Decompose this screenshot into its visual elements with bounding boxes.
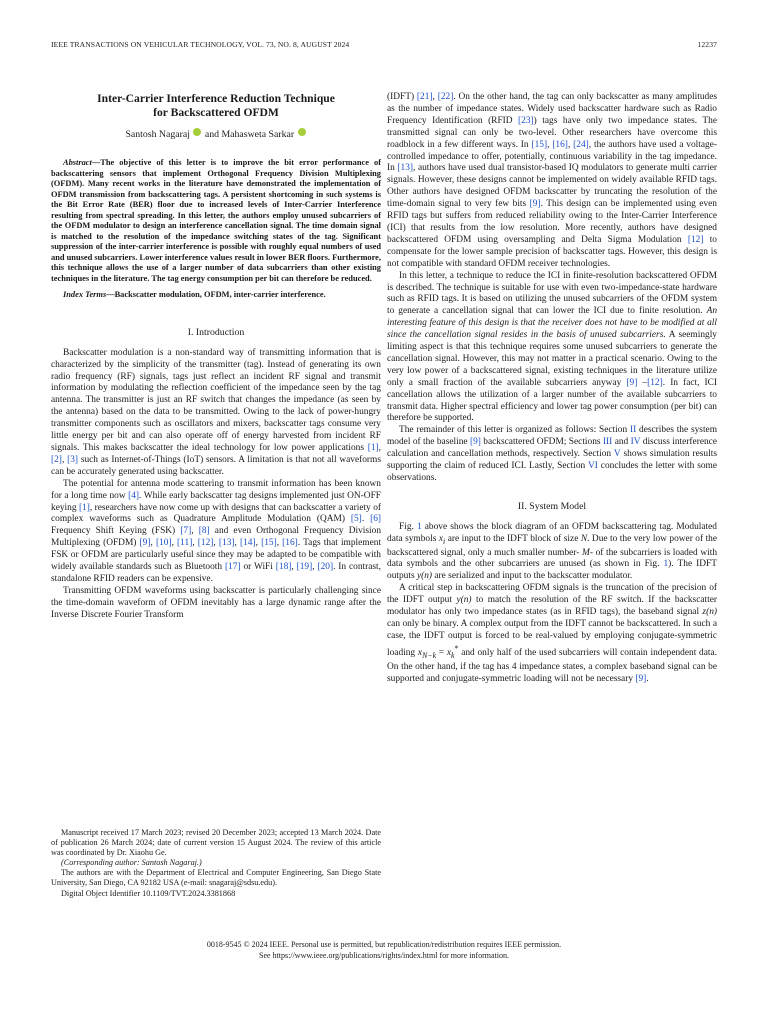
citation-link[interactable]: [12] [197, 538, 214, 549]
section-heading-system-model: II. System Model [517, 500, 587, 512]
section-link[interactable]: VI [587, 461, 598, 472]
citation-link[interactable]: [24] [573, 139, 589, 150]
citation-link[interactable]: [5] [350, 514, 362, 525]
copyright-line: 0018-9545 © 2024 IEEE. Personal use is permitted, but republication/redistribution requires IEEE permission. [206, 940, 562, 949]
abstract: Abstract—The objective of this letter is to improve the bit error performance of backscattering sensors that implement Orthogonal Frequency Division Multiplexing (OFDM). Many recent works in the literature have demonstrated the implementation of OFDM transmission from backscattering tags. A persistent shortcoming in such systems is the Bit Error Rate (BER) floor due to increased levels of Inter-Carrier Interference resulting from spectral spreading. In this letter, the authors employ unused subcarriers of the OFDM modulator to design an interference cancellation signal. The time domain signal is matched to the resolution of the impedance switching states of the tag. Significant suppression of the inter-carrier interference is possible with roughly equal numbers of used and unused subcarriers. Lower interference values result in lower BER floors. Furthermore, this technique allows the use of a larger number of data subcarriers than other existing techniques in the literature. The tag energy consumption per bit can therefore be reduced. [51, 158, 381, 283]
author-name: Mahasweta Sarkar [221, 129, 295, 141]
index-terms: Index Terms—Backscatter modulation, OFDM, inter-carrier interference. [63, 290, 326, 300]
journal-name: IEEE TRANSACTIONS ON VEHICULAR TECHNOLOGY, VOL. 73, NO. 8, AUGUST 2024 [51, 40, 350, 49]
citation-link[interactable]: [21] [416, 92, 433, 102]
citation-link[interactable]: [15] [531, 139, 548, 150]
citation-link[interactable]: [9] [469, 437, 481, 448]
paragraph-continued: (IDFT) [21], [22]. On the other hand, the tag can only backscatter as many amplitudes as the number of impedance states. Widely used backscatter hardware such as Radio Frequency Identification (RFID [23]) tags have only two impedance states. The transmitted signal can only be two-level. Other researchers have overcome this roadblock in a few different ways. In [15], [16], [24], the authors have used a voltage-controlled impedance to offer, potentially, continuous variability in the tag impedance. In [13], authors have used dual transistor-based IQ modulators to generate multi carrier signals. However, these designs cannot be implemented on widely available RFID tags. Other authors have designed OFDM backscatter by truncating the resolution of the time-domain signal to very few bits [9]. This design can be implemented using even RFID tags but suffers from reduced reliability owing to the Inter-Carrier Interference (ICI) that results from the low resolution. More recently, authors have designed backscattered OFDM using oversampling and Delta Sigma Modulation [12] to compensate for the lower sample precision of backscatter tags. However, this design is not compatible with standard OFDM receiver technologies. [387, 92, 718, 269]
citation-link[interactable]: [4] [128, 490, 140, 501]
page-number: 12237 [697, 40, 717, 49]
author-list: Santosh Nagaraj and Mahasweta Sarkar [51, 128, 381, 141]
orcid-icon[interactable] [298, 128, 306, 136]
paragraph: The remainder of this letter is organized as follows: Section II describes the system model of the baseline [9] backscattered OFDM; Sections III and IV discuss interference calculation and cancellation methods, respectively. Section V shows simulation results supporting the claim of reduced ICI. Lastly, Section VI concludes the letter with some observations. [387, 425, 718, 483]
manuscript-dates: Manuscript received 17 March 2023; revised 20 December 2023; accepted 13 March 2024. Date of publication 26 March 2024; date of current version 15 August 2024. The review of this article was coordinated by Dr. Xiaohu Ge. [51, 828, 381, 858]
section-link[interactable]: III [602, 437, 613, 448]
left-column [51, 92, 381, 622]
paragraph: In this letter, a technique to reduce the ICI in finite-resolution backscattered OFDM is described. The technique is suitable for use with even two-impedance-state hardware such as RFID tags. It is based on utilizing the unused subcarriers of the OFDM system to generate a cancellation signal that can lower the ICI due to finite resolution. An interesting feature of this design is that the receiver does not have to be modified at all since the cancellation signal resides in the basis of unused subcarriers. A seemingly limiting aspect is that this technique requires some unused subcarriers to generate the cancellation signal. However, this may not matter in a practical scenario. Owing to the very low power of a backscattered signal, existing techniques in the literature utilize only a small fraction of the available subcarriers anyway [9] –[12]. In fact, ICI cancellation allows the utilization of a larger number of the available subcarriers to transmit data. Higher spectral efficiency and lower tag power consumption (per bit) can therefore be supported. [387, 270, 718, 424]
citation-link[interactable]: [18] [275, 562, 292, 573]
section-link[interactable]: IV [630, 437, 641, 448]
citation-link[interactable]: [13] [218, 538, 235, 549]
citation-link[interactable]: [1] [367, 442, 379, 453]
doi: Digital Object Identifier 10.1109/TVT.2024.3381868 [61, 888, 236, 898]
citation-link[interactable]: [13] [397, 163, 414, 174]
paragraph: Transmitting OFDM waveforms using backscatter is particularly challenging since the time-domain waveform of OFDM inevitably has a large dynamic range after the Inverse Discrete Fourier Transform [51, 585, 381, 620]
paragraph: Backscatter modulation is a non-standard way of transmitting information that is characterized by the simplicity of the transmitter (tag). Instead of generating its own radio frequency (RF) signals, tags just reflect an incident RF signal and transmit information by modulating the reflection coefficient of the impedance seen by the tag antenna. The transmitter is just an RF switch that changes the impedance (as seen by the antenna) based on the data to be transmitted. Owing to the lack of power-hungry transmitter components such as oscillators and mixers, backscatter tags consume very little energy per bit and can also operate off of energy harvested from incident RF signals. This makes backscatter the ideal technology for low power applications [1], [2], [3] such as Internet-of-Things (IoT) sensors. A limitation is that not all waveforms can be accurately generated using backscatter. [51, 347, 382, 477]
citation-link[interactable]: [20] [317, 562, 334, 573]
orcid-icon[interactable] [193, 128, 201, 136]
rights-url-line: See https://www.ieee.org/publications/rights/index.html for more information. [259, 950, 509, 960]
citation-link[interactable]: [12] [647, 377, 663, 388]
author-name: Santosh Nagaraj [125, 129, 190, 141]
citation-link[interactable]: [12] [687, 234, 704, 245]
citation-link[interactable]: [9] [139, 538, 151, 549]
section-link[interactable]: V [613, 449, 621, 460]
citation-link[interactable]: [22] [437, 92, 454, 102]
citation-link[interactable]: [9] [635, 673, 647, 684]
citation-link[interactable]: [8] [198, 526, 210, 537]
right-column [387, 92, 717, 685]
citation-link[interactable]: [9] [529, 199, 541, 210]
citation-link[interactable]: [7] [180, 526, 192, 537]
citation-link[interactable]: [16] [552, 139, 568, 150]
figure-link[interactable]: 1 [416, 521, 422, 532]
running-header [51, 40, 717, 49]
citation-link[interactable]: [14] [239, 538, 256, 549]
section-link[interactable]: II [629, 425, 637, 436]
citation-link[interactable]: [1] [78, 502, 90, 513]
citation-link[interactable]: [15] [261, 538, 277, 549]
author-affiliation: The authors are with the Department of Electrical and Computer Engineering, San Diego State University, San Diego, CA 92182 USA (e-mail: snagaraj@sdsu.edu). [51, 868, 381, 888]
paragraph: Fig. 1 above shows the block diagram of an OFDM backscattering tag. Modulated data symbols $x_i$ are input to the IDFT block of size N. Due to the very low power of the backscattered signal, only a much smaller number- M- of the subcarriers is loaded with data symbols and the other subcarriers are unused (as shown in Fig. 1). The IDFT outputs y(n) are serialized and input to the backscatter modulator. [387, 521, 718, 582]
paragraph: The potential for antenna mode scattering to transmit information has been known for a long time now [4]. While early backscatter tag designs implemented just ON-OFF keying [1], researchers have now come up with designs that can backscatter a variety of complex waveforms such as Quadrature Amplitude Modulation (QAM) [5]. [6] Frequency Shift Keying (FSK) [7], [8] and even Orthogonal Frequency Division Multiplexing (OFDM) [9], [10], [11], [12], [13], [14], [15], [16]. Tags that implement FSK or OFDM are particularly useful since they may be adapted to be compatible with widely available standards such as Bluetooth [17] or WiFi [18], [19], [20]. In contrast, standalone RFID readers can be expensive. [51, 478, 382, 584]
citation-link[interactable]: [19] [296, 562, 313, 573]
first-page-footnote [51, 828, 381, 899]
figure-link[interactable]: 1 [663, 559, 669, 570]
paragraph: A critical step in backscattering OFDM signals is the truncation of the precision of the IDFT output y(n) to match the resolution of the RF switch. If the backscatter modulator has only two impedance states (as in RFID tags), the baseband signal z(n) can only be binary. A complex output from the IDFT cannot be backscattered. In such a case, the IDFT output is forced to be real-valued by employing conjugate-symmetric loading $x_{N-k} = x_k^*$ and only half of the used subcarriers will contain independent data. On the other hand, if the tag has 4 impedance states, a complex baseband signal can be supported and conjugate-symmetric loading will not be necessary [9]. [387, 583, 718, 684]
citation-link[interactable]: [17] [224, 562, 241, 573]
citation-link[interactable]: [10] [155, 538, 172, 549]
citation-link[interactable]: [11] [177, 538, 193, 549]
corresponding-author: (Corresponding author: Santosh Nagaraj.) [61, 858, 202, 868]
copyright-footer [51, 940, 717, 961]
citation-link[interactable]: [6] [370, 514, 382, 525]
section-heading-introduction: I. Introduction [187, 326, 245, 338]
citation-link[interactable]: [3] [67, 454, 79, 465]
citation-link[interactable]: [2] [51, 454, 62, 465]
paper-title: Inter-Carrier Interference Reduction Technique for Backscattered OFDM [97, 92, 335, 120]
citation-link[interactable]: [9] [626, 377, 638, 388]
citation-link[interactable]: [23] [518, 115, 534, 126]
citation-link[interactable]: [16] [282, 538, 298, 549]
